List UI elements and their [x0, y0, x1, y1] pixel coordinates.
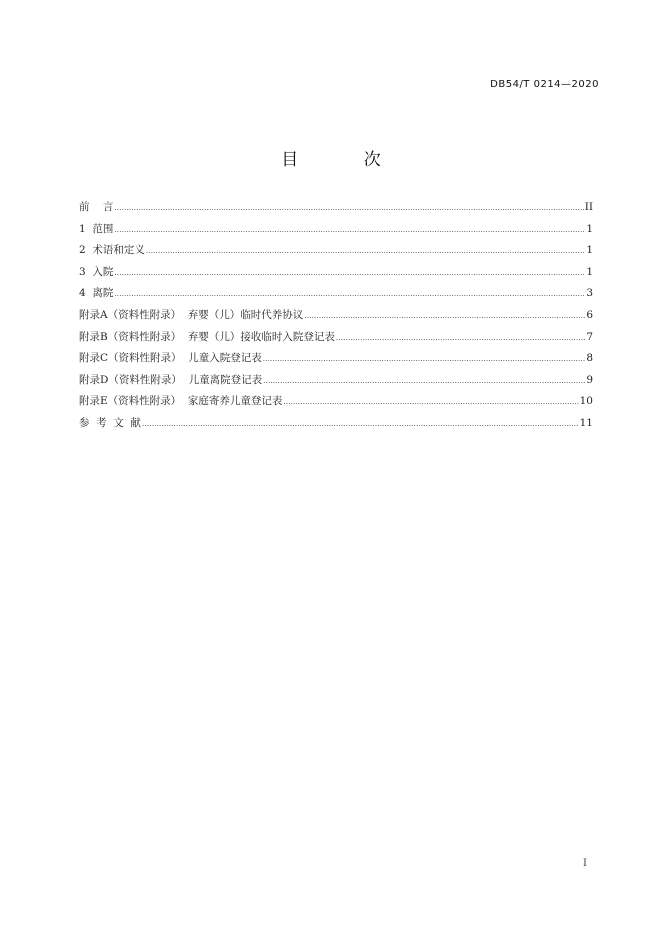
toc-page-number: 3	[586, 287, 593, 300]
toc-entry-admission[interactable]	[79, 264, 593, 286]
dot-leader	[114, 204, 583, 212]
document-code: DB54/T 0214—2020	[490, 79, 599, 90]
toc-label: 1 范围	[79, 222, 114, 235]
toc-entry-preface[interactable]	[79, 199, 593, 221]
dot-leader	[142, 420, 579, 428]
toc-page-number: 7	[586, 330, 593, 343]
toc-label: 附录B（资料性附录） 弃婴（儿）接收临时入院登记表	[79, 330, 335, 343]
toc-entry-appendix-c[interactable]	[79, 350, 593, 372]
toc-page-number: 1	[586, 222, 593, 235]
toc-page-number: 9	[586, 373, 593, 386]
dot-leader	[114, 226, 585, 234]
toc-label: 附录E（资料性附录） 家庭寄养儿童登记表	[79, 395, 283, 408]
toc-page-number: 10	[579, 395, 593, 408]
page-title: 目 次	[281, 150, 411, 170]
toc-label: 参 考 文 献	[79, 416, 142, 429]
toc-label: 附录A（资料性附录） 弃婴（儿）临时代养协议	[79, 308, 304, 321]
toc-entry-appendix-d[interactable]	[79, 372, 593, 394]
dot-leader	[263, 377, 585, 385]
dot-leader	[304, 312, 585, 320]
toc-label: 2 术语和定义	[79, 244, 145, 257]
toc-page-number: 1	[586, 265, 593, 278]
dot-leader	[263, 355, 586, 363]
toc-entry-appendix-b[interactable]	[79, 329, 593, 351]
toc-page-number: 8	[586, 352, 593, 365]
toc-entry-appendix-e[interactable]	[79, 393, 593, 415]
toc-page-number: II	[584, 201, 593, 213]
toc-page-number: 6	[586, 308, 593, 321]
toc-entry-discharge[interactable]	[79, 285, 593, 307]
toc-label: 4 离院	[79, 287, 114, 300]
toc-entry-appendix-a[interactable]	[79, 307, 593, 329]
toc-entry-terms[interactable]	[79, 242, 593, 264]
toc-entry-references[interactable]	[79, 415, 593, 437]
dot-leader	[336, 334, 585, 342]
toc-page-number: 11	[579, 416, 593, 429]
dot-leader	[283, 398, 578, 406]
toc-entry-scope[interactable]	[79, 221, 593, 243]
toc-label: 附录D（资料性附录） 儿童离院登记表	[79, 373, 263, 386]
toc-label: 前 言	[79, 201, 114, 213]
table-of-contents	[79, 199, 593, 437]
dot-leader	[146, 247, 585, 255]
toc-label: 3 入院	[79, 265, 114, 278]
toc-label: 附录C（资料性附录） 儿童入院登记表	[79, 352, 262, 365]
footer-page-number: I	[583, 858, 587, 869]
dot-leader	[114, 269, 585, 277]
toc-page-number: 1	[586, 244, 593, 257]
dot-leader	[114, 290, 585, 298]
